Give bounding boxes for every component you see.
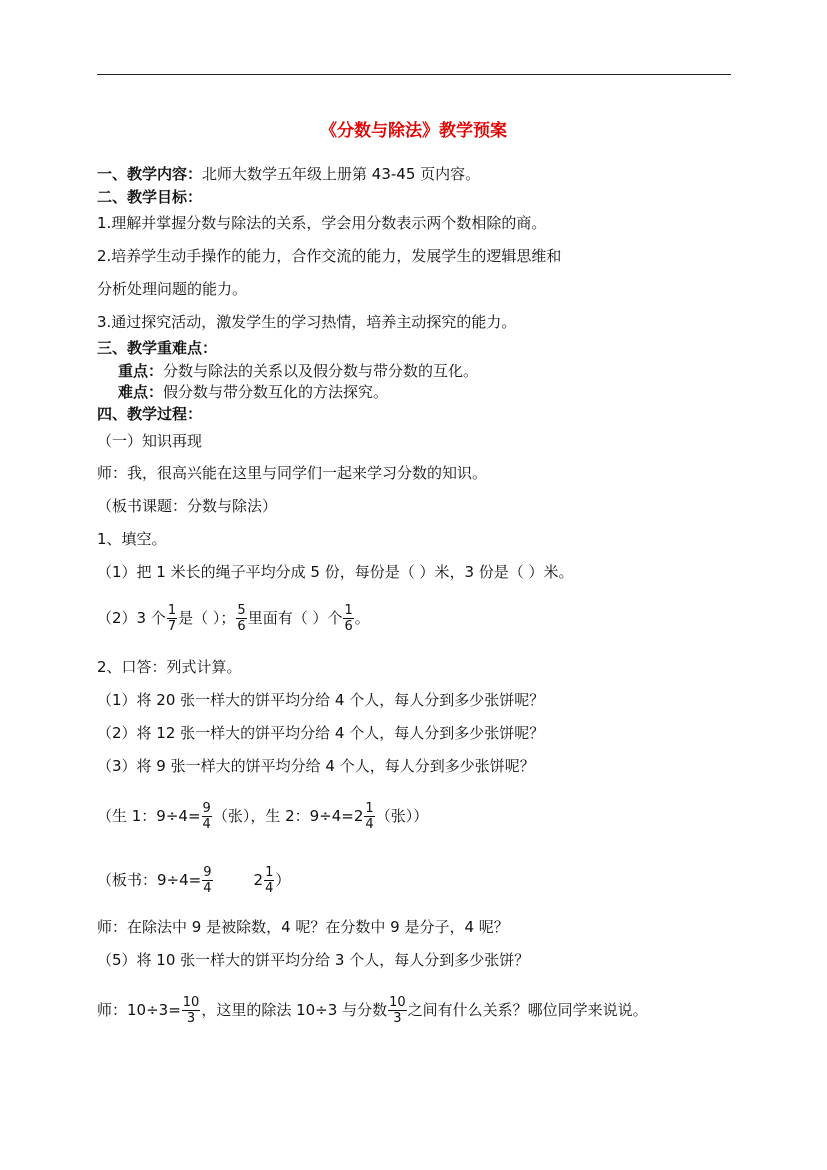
numerator: 9	[202, 801, 211, 816]
fraction	[364, 801, 374, 832]
oral-q2: （2）将 12 张一样大的饼平均分给 4 个人，每人分到多少张饼呢？	[97, 724, 545, 742]
fraction	[202, 801, 212, 832]
section-content	[97, 164, 480, 184]
numerator: 1	[265, 865, 274, 880]
teacher-relation-question	[97, 990, 648, 1030]
document-title: 《分数与除法》教学预案	[320, 121, 507, 141]
fill-blank-q1: （1）把 1 米长的绳子平均分成 5 份，每份是（ ）米，3 份是（ ）米。	[97, 563, 574, 581]
goal-2-line-1: 2.培养学生动手操作的能力，合作交流的能力，发展学生的逻辑思维和	[97, 247, 562, 265]
board-text-c: ）	[275, 871, 291, 889]
key-point-label: 重点：	[118, 362, 164, 380]
denominator: 4	[202, 817, 211, 832]
section-process-heading: 四、教学过程：	[97, 405, 203, 423]
difficult-point-label: 难点：	[118, 383, 164, 401]
section-text: 北师大数学五年级上册第 43-45 页内容。	[202, 165, 481, 183]
numerator: 10	[182, 995, 200, 1010]
process-step-1: （一）知识再现	[97, 432, 203, 450]
denominator: 6	[344, 619, 353, 634]
q2-text-c: 里面有（ ）个	[247, 609, 343, 627]
teacher-intro: 师：我，很高兴能在这里与同学们一起来学习分数的知识。	[97, 464, 488, 482]
section-heading: 一、教学内容：	[97, 165, 203, 183]
difficult-point	[118, 382, 388, 402]
denominator: 7	[167, 619, 177, 634]
fraction	[388, 995, 407, 1026]
goal-3: 3.通过探究活动，激发学生的学习热情，培养主动探究的能力。	[97, 313, 517, 331]
q2-text-b: 是（ ）；	[178, 609, 236, 627]
denominator: 3	[186, 1011, 196, 1026]
denominator: 4	[365, 817, 374, 832]
fill-blank-heading: 1、填空。	[97, 530, 167, 548]
fill-blank-q2	[97, 598, 370, 638]
goal-1: 1.理解并掌握分数与除法的关系，学会用分数表示两个数相除的商。	[97, 214, 547, 232]
q2-text-d: 。	[354, 609, 370, 627]
key-point	[118, 361, 478, 381]
numerator: 1	[344, 603, 353, 618]
fraction	[167, 603, 177, 634]
student-text-a: （生 1：9÷4=	[97, 807, 201, 825]
key-point-text: 分数与除法的关系以及假分数与带分数的互化。	[163, 362, 479, 380]
denominator: 4	[203, 881, 212, 896]
board-text-b: 2	[253, 871, 264, 889]
goal-2-line-2: 分析处理问题的能力。	[97, 280, 248, 298]
section-goals-heading: 二、教学目标：	[97, 188, 203, 206]
board-writing	[97, 860, 290, 900]
last-text-b: ，这里的除法 10÷3 与分数	[201, 1001, 388, 1019]
numerator: 9	[203, 865, 212, 880]
q2-text-a: （2）3 个	[97, 609, 166, 627]
board-text-a: （板书：9÷4=	[97, 871, 202, 889]
student-text-c: （张））	[375, 807, 429, 825]
teacher-question: 师：在除法中 9 是被除数，4 呢？在分数中 9 是分子，4 呢？	[97, 918, 509, 936]
header-rule	[97, 74, 731, 75]
section-key-points-heading: 三、教学重难点：	[97, 339, 218, 357]
numerator: 5	[237, 603, 246, 618]
student-text-b: （张），生 2：9÷4=2	[212, 807, 364, 825]
numerator: 1	[167, 603, 177, 618]
oral-q5: （5）将 10 张一样大的饼平均分给 3 个人，每人分到多少张饼？	[97, 951, 530, 969]
denominator: 3	[393, 1011, 402, 1026]
fraction	[343, 603, 353, 634]
oral-q1: （1）将 20 张一样大的饼平均分给 4 个人，每人分到多少张饼呢？	[97, 691, 545, 709]
numerator: 10	[389, 995, 406, 1010]
fraction	[236, 603, 246, 634]
oral-q3: （3）将 9 张一样大的饼平均分给 4 个人，每人分到多少张饼呢？	[97, 757, 535, 775]
oral-heading: 2、口答：列式计算。	[97, 658, 242, 676]
last-text-a: 师：10÷3=	[97, 1001, 181, 1019]
difficult-point-text: 假分数与带分数互化的方法探究。	[163, 383, 389, 401]
fraction	[264, 865, 274, 896]
fraction	[202, 865, 212, 896]
student-answers	[97, 796, 428, 836]
numerator: 1	[365, 801, 374, 816]
last-text-c: 之间有什么关系？哪位同学来说说。	[407, 1001, 648, 1019]
fraction	[182, 995, 201, 1026]
board-topic: （板书课题：分数与除法）	[97, 497, 278, 515]
denominator: 4	[265, 881, 274, 896]
denominator: 6	[237, 619, 246, 634]
